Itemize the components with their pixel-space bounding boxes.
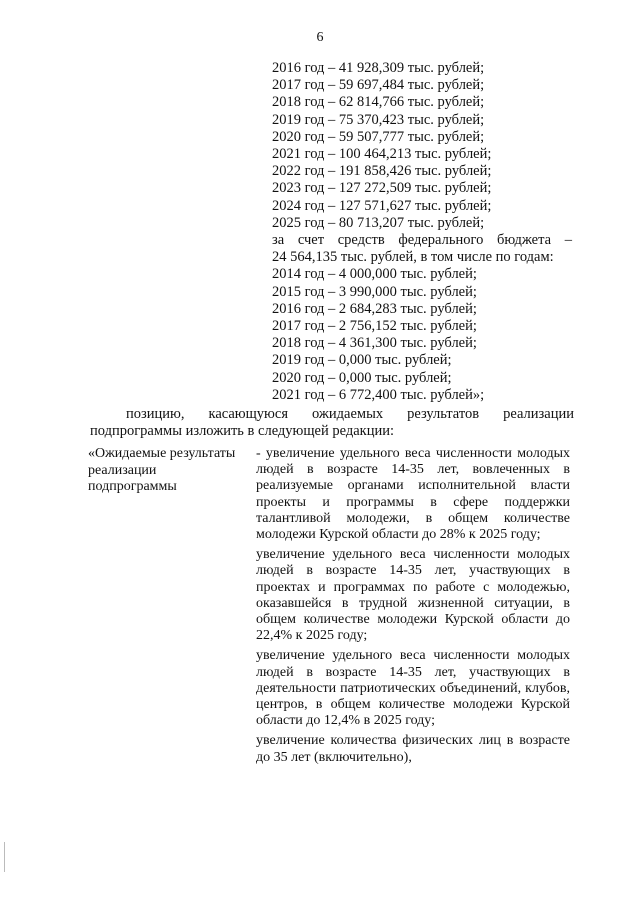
budget-line-2018: 2018 год – 62 814,766 тыс. рублей; — [272, 94, 485, 111]
federal-line-2019: 2019 год – 0,000 тыс. рублей; — [272, 352, 452, 369]
budget-line-2019: 2019 год – 75 370,423 тыс. рублей; — [272, 111, 485, 128]
federal-line-2014: 2014 год – 4 000,000 тыс. рублей; — [272, 266, 477, 283]
result-item-talented-youth: - увеличение удельного веса численности молодых людей в возрасте 14-35 лет, вовлеченных в реализуемые органами исполнительной власти проекты и программы в сфере поддержки талантливой молодежи, в общем количестве молодежи Курской области до 28% к 2025 году; — [256, 446, 570, 543]
margin-mark — [4, 842, 5, 872]
instruction-line-1: позицию, касающуюся ожидаемых результатов реализации — [126, 406, 574, 422]
budget-line-2017: 2017 год – 59 697,484 тыс. рублей; — [272, 77, 485, 94]
expected-results-list — [256, 446, 570, 770]
budget-line-2025: 2025 год – 80 713,207 тыс. рублей; — [272, 214, 485, 231]
page-number: 6 — [316, 30, 324, 45]
amendment-instruction — [90, 406, 574, 440]
budget-line-2020: 2020 год – 59 507,777 тыс. рублей; — [272, 128, 485, 145]
federal-budget-total: 24 564,135 тыс. рублей, в том числе по годам: — [272, 249, 554, 266]
result-item-difficult-situation: увеличение удельного веса численности молодых людей в возрасте 14-35 лет, участвующих в проектах и программах по работе с молодежью, оказавшейся в трудной жизненной ситуации, в общем количестве молодежи Курской области до 22,4% к 2025 году; — [256, 547, 570, 644]
budget-line-2021: 2021 год – 100 464,213 тыс. рублей; — [272, 146, 492, 163]
result-item-patriotic: увеличение удельного веса численности молодых людей в возрасте 14-35 лет, участвующих в деятельности патриотических объединений, клубов, центров, в общем количестве молодежи Курской области до 12,4% в 2025 году; — [256, 648, 570, 729]
federal-line-2021: 2021 год – 6 772,400 тыс. рублей»; — [272, 386, 485, 403]
federal-line-2016: 2016 год – 2 684,283 тыс. рублей; — [272, 300, 477, 317]
federal-line-2020: 2020 год – 0,000 тыс. рублей; — [272, 369, 452, 386]
result-item-individuals: увеличение количества физических лиц в возрасте до 35 лет (включительно), — [256, 733, 570, 765]
budget-line-2024: 2024 год – 127 571,627 тыс. рублей; — [272, 197, 492, 214]
federal-line-2015: 2015 год – 3 990,000 тыс. рублей; — [272, 283, 477, 300]
federal-line-2017: 2017 год – 2 756,152 тыс. рублей; — [272, 318, 477, 335]
budget-line-2016: 2016 год – 41 928,309 тыс. рублей; — [272, 60, 485, 76]
instruction-line-2: подпрограммы изложить в следующей редакции: — [90, 423, 395, 439]
expected-results-label: «Ожидаемые результаты реализации подпрограммы — [88, 446, 236, 494]
budget-line-2022: 2022 год – 191 858,426 тыс. рублей; — [272, 163, 492, 180]
budget-breakdown — [272, 60, 572, 404]
budget-line-2023: 2023 год – 127 272,509 тыс. рублей; — [272, 180, 492, 197]
federal-line-2018: 2018 год – 4 361,300 тыс. рублей; — [272, 335, 477, 352]
federal-budget-intro: за счет средств федерального бюджета – — [272, 232, 572, 249]
